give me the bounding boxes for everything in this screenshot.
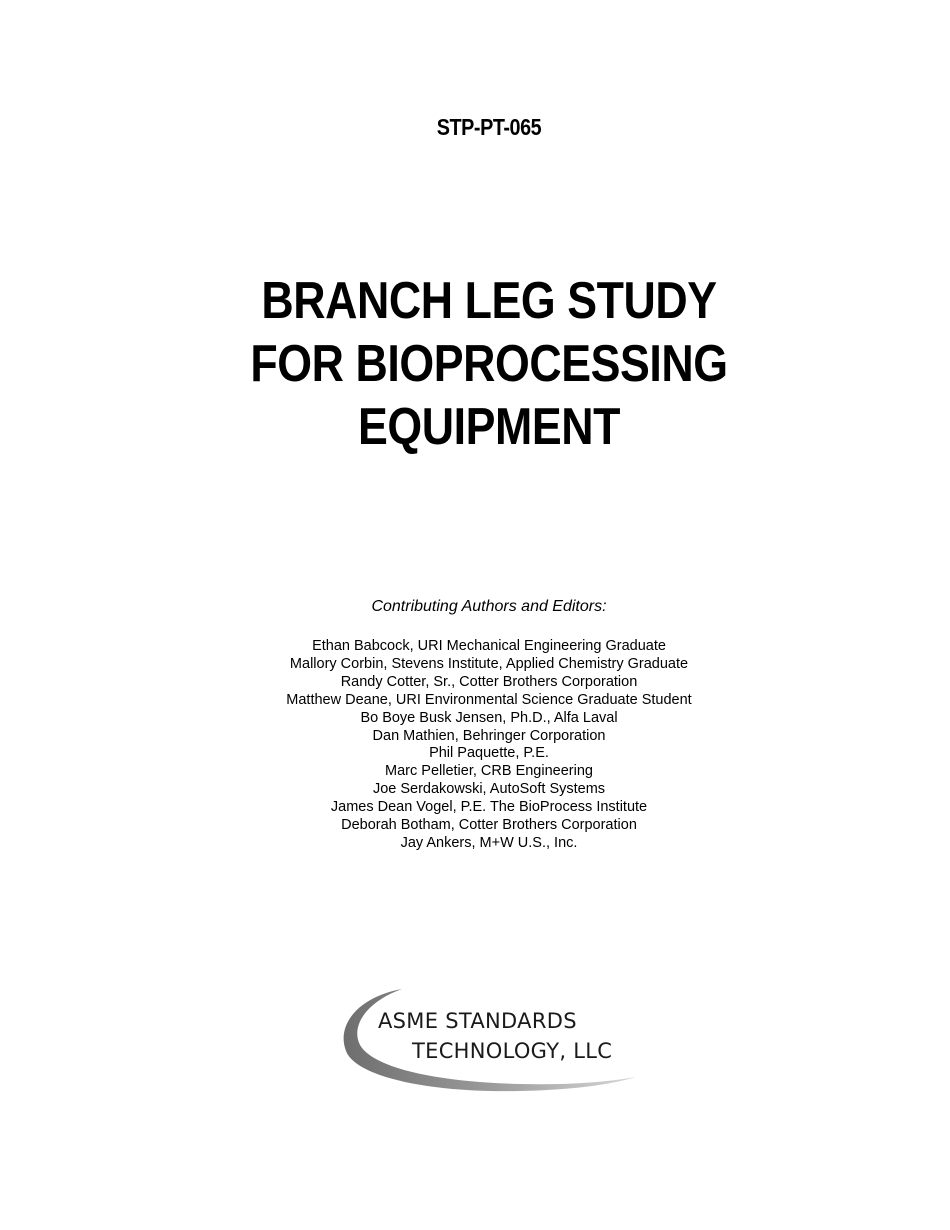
logo-text-line-1: ASME STANDARDS [378, 1009, 577, 1033]
author-item: Randy Cotter, Sr., Cotter Brothers Corporation [340, 673, 638, 690]
author-item: Deborah Botham, Cotter Brothers Corporation [341, 817, 637, 834]
logo-text-line-2: TECHNOLOGY, LLC [412, 1039, 613, 1063]
author-item: Mallory Corbin, Stevens Institute, Applied Chemistry Graduate [289, 655, 689, 672]
contributors-heading: Contributing Authors and Editors: [371, 598, 607, 615]
author-item: Bo Boye Busk Jensen, Ph.D., Alfa Laval [360, 709, 618, 726]
title-line-1: BRANCH LEG STUDY [261, 272, 717, 330]
title-line-3: EQUIPMENT [357, 398, 620, 456]
author-list [0, 638, 950, 853]
document-title [0, 270, 950, 459]
asme-standards-logo [340, 985, 650, 1100]
document-number: STP-PT-065 [436, 114, 542, 140]
author-item: Dan Mathien, Behringer Corporation [372, 727, 606, 744]
author-item: Joe Serdakowski, AutoSoft Systems [372, 781, 606, 798]
author-item: Ethan Babcock, URI Mechanical Engineering Graduate [312, 638, 666, 654]
author-item: James Dean Vogel, P.E. The BioProcess Institute [330, 799, 648, 816]
author-item: Marc Pelletier, CRB Engineering [385, 763, 593, 780]
author-item: Matthew Deane, URI Environmental Science Graduate Student [286, 691, 692, 708]
author-item: Jay Ankers, M+W U.S., Inc. [400, 834, 578, 851]
title-line-2: FOR BIOPROCESSING [250, 335, 728, 393]
author-item: Phil Paquette, P.E. [429, 745, 549, 762]
